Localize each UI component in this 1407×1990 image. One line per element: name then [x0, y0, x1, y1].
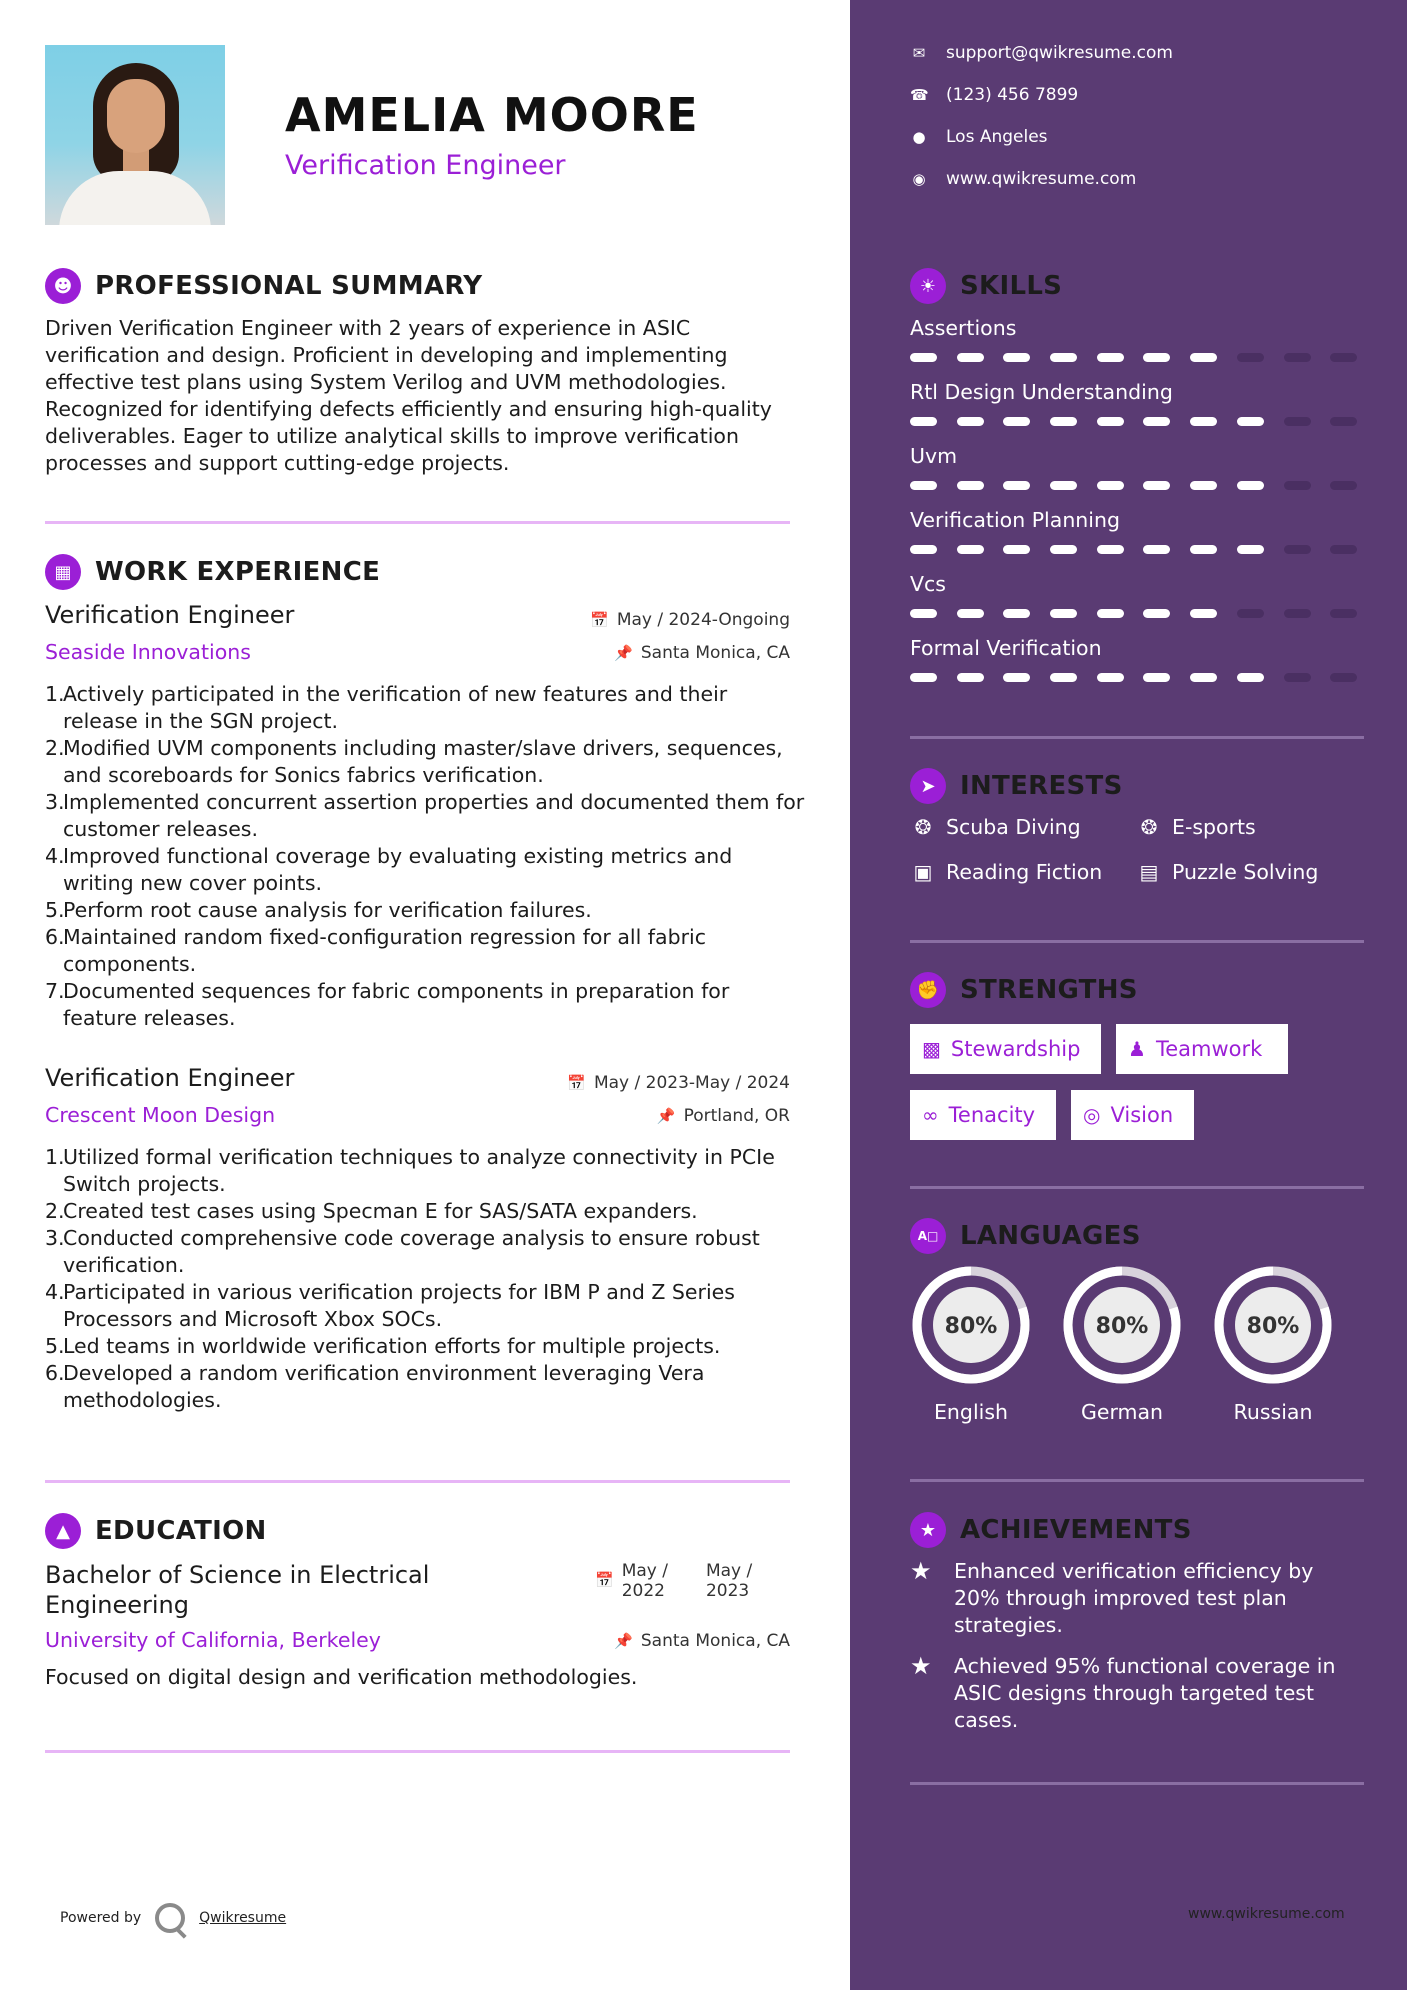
envelope-icon: ✉	[912, 44, 926, 62]
job-location: 📌 Portland, OR	[656, 1106, 790, 1126]
job-title: Verification Engineer	[45, 601, 295, 629]
interest-item: ▣ Reading Fiction	[910, 860, 1102, 884]
skill-level-dash	[957, 545, 984, 554]
skill-level-dash	[1284, 609, 1311, 618]
skill-level-dash	[910, 545, 937, 554]
qwikresume-logo-icon	[155, 1903, 185, 1933]
footer-brand-link[interactable]: Qwikresume	[199, 1910, 287, 1926]
summary-heading: ☻ PROFESSIONAL SUMMARY	[45, 268, 482, 304]
job-company: Crescent Moon Design	[45, 1103, 276, 1127]
skill-level-dash	[1284, 481, 1311, 490]
work-heading: ▦ WORK EXPERIENCE	[45, 554, 380, 590]
lightbulb-icon: ☀	[910, 268, 946, 304]
book-icon: ▤	[1139, 860, 1159, 884]
list-item: 1. Utilized formal verification techniques to analyze connectivity in PCIe Switch projects.	[45, 1145, 775, 1196]
skill-level-bar	[910, 545, 1357, 554]
skill-level-dash	[1097, 417, 1124, 426]
language-percent: 80%	[1246, 1314, 1300, 1339]
job-date: 📅 May / 2024-Ongoing	[590, 610, 790, 630]
job-title: Verification Engineer	[45, 1064, 295, 1092]
skill-level-dash	[1284, 417, 1311, 426]
skill-level-dash	[1097, 673, 1124, 682]
education-heading: ▲ EDUCATION	[45, 1513, 267, 1549]
strength-chip: ♟ Teamwork	[1116, 1024, 1288, 1074]
list-item: 3. Implemented concurrent assertion properties and documented them for customer releases.	[45, 790, 805, 841]
skill-level-dash	[1143, 353, 1170, 362]
skill-level-bar	[910, 353, 1357, 362]
skill-level-dash	[1143, 545, 1170, 554]
divider	[45, 1480, 790, 1483]
skill-name: Assertions	[910, 316, 1017, 340]
divider	[910, 1186, 1364, 1189]
list-item: 2. Modified UVM components including master/slave drivers, sequences, and scoreboards for Sonics fabrics verification.	[45, 736, 783, 787]
skill-name: Rtl Design Understanding	[910, 380, 1173, 404]
language-name: German	[1080, 1400, 1164, 1424]
achievement-item: ★ Enhanced verification efficiency by 20% through improved test plan strategies.	[910, 1557, 1314, 1637]
skill-level-dash	[1237, 417, 1264, 426]
skill-level-dash	[1003, 417, 1030, 426]
map-marker-icon: ●	[912, 128, 926, 146]
list-item: 7. Documented sequences for fabric components in preparation for feature releases.	[45, 979, 730, 1030]
job-date: 📅 May / 2023-May / 2024	[567, 1073, 790, 1093]
star-icon: ★	[910, 1557, 932, 1585]
skill-level-bar	[910, 417, 1357, 426]
language-ring	[1061, 1264, 1183, 1386]
interest-item: ❂ E-sports	[1136, 815, 1256, 839]
list-item: 2. Created test cases using Specman E for SAS/SATA expanders.	[45, 1199, 698, 1223]
strength-chip: ∞ Tenacity	[910, 1090, 1056, 1140]
language-name: Russian	[1233, 1400, 1313, 1424]
interest-item: ▤ Puzzle Solving	[1136, 860, 1318, 884]
language-ring	[910, 1264, 1032, 1386]
life-ring-icon: ❂	[1140, 815, 1158, 839]
language-ring	[1212, 1264, 1334, 1386]
skill-level-dash	[1330, 353, 1357, 362]
contact-website[interactable]: ◉ www.qwikresume.com	[910, 169, 1136, 189]
list-item: 4. Participated in various verification projects for IBM P and Z Series Processors and Microsoft Xbox SOCs.	[45, 1280, 735, 1331]
skill-level-dash	[1190, 545, 1217, 554]
skill-name: Uvm	[910, 444, 958, 468]
skill-level-dash	[1330, 609, 1357, 618]
skill-level-dash	[910, 353, 937, 362]
list-item: 6. Maintained random fixed-configuration regression for all fabric components.	[45, 925, 706, 976]
skill-level-dash	[1237, 545, 1264, 554]
skill-level-bar	[910, 673, 1357, 682]
skill-level-dash	[1330, 545, 1357, 554]
skill-level-dash	[1050, 545, 1077, 554]
list-item: 1. Actively participated in the verification of new features and their release in the SGN project.	[45, 682, 728, 733]
skill-level-dash	[1003, 609, 1030, 618]
skill-level-dash	[1190, 481, 1217, 490]
profile-photo	[45, 45, 225, 225]
strengths-heading: ✊ STRENGTHS	[910, 972, 1138, 1008]
skill-level-dash	[957, 609, 984, 618]
skill-level-dash	[1003, 545, 1030, 554]
job-location: 📌 Santa Monica, CA	[614, 643, 790, 663]
divider	[910, 736, 1364, 739]
skill-level-bar	[910, 481, 1357, 490]
footer-powered-by: Powered by Qwikresume	[60, 1903, 286, 1933]
skill-name: Formal Verification	[910, 636, 1102, 660]
languages-heading: A□ LANGUAGES	[910, 1218, 1141, 1254]
candidate-name: AMELIA MOORE	[285, 88, 699, 142]
fist-icon: ✊	[910, 972, 946, 1008]
skill-level-dash	[1003, 673, 1030, 682]
link-icon: ∞	[922, 1103, 939, 1127]
skill-level-dash	[1003, 481, 1030, 490]
skill-level-dash	[1237, 481, 1264, 490]
skill-level-dash	[1050, 673, 1077, 682]
footer-website[interactable]: www.qwikresume.com	[1188, 1906, 1345, 1922]
pin-icon: 📌	[614, 1632, 633, 1650]
contact-location: ● Los Angeles	[910, 127, 1048, 147]
skill-level-bar	[910, 609, 1357, 618]
skill-name: Vcs	[910, 572, 946, 596]
contact-phone[interactable]: ☎ (123) 456 7899	[910, 85, 1079, 105]
job-bullets	[45, 1144, 805, 1414]
strength-chip: ▩ Stewardship	[910, 1024, 1101, 1074]
skill-level-dash	[957, 673, 984, 682]
skill-level-dash	[1143, 609, 1170, 618]
translate-icon: A□	[910, 1218, 946, 1254]
education-location: 📌 Santa Monica, CA	[614, 1631, 790, 1651]
skill-level-dash	[1050, 481, 1077, 490]
education-description: Focused on digital design and verification methodologies.	[45, 1665, 638, 1689]
pin-icon: 📌	[656, 1107, 676, 1125]
graduation-cap-icon: ▲	[45, 1513, 81, 1549]
skill-level-dash	[1190, 353, 1217, 362]
binoculars-icon: ◎	[1083, 1103, 1101, 1127]
language-percent: 80%	[944, 1314, 998, 1339]
skill-level-dash	[957, 481, 984, 490]
list-item: 5. Led teams in worldwide verification efforts for multiple projects.	[45, 1334, 721, 1358]
phone-icon: ☎	[910, 86, 929, 104]
paper-plane-icon: ➤	[910, 768, 946, 804]
skill-level-dash	[1330, 481, 1357, 490]
skill-level-dash	[1237, 673, 1264, 682]
skill-level-dash	[1190, 609, 1217, 618]
skill-level-dash	[1097, 609, 1124, 618]
skill-level-dash	[1190, 417, 1217, 426]
skill-level-dash	[1050, 353, 1077, 362]
skill-level-dash	[1284, 353, 1311, 362]
skill-level-dash	[1097, 545, 1124, 554]
skill-level-dash	[1143, 481, 1170, 490]
list-item: 6. Developed a random verification environment leveraging Vera methodologies.	[45, 1361, 705, 1412]
skill-level-dash	[957, 417, 984, 426]
skill-level-dash	[1237, 353, 1264, 362]
divider	[45, 1750, 790, 1753]
star-badge-icon: ★	[910, 1512, 946, 1548]
skill-level-dash	[910, 673, 937, 682]
life-ring-icon: ❂	[914, 815, 932, 839]
interests-heading: ➤ INTERESTS	[910, 768, 1123, 804]
skill-level-dash	[1003, 353, 1030, 362]
skill-level-dash	[1143, 673, 1170, 682]
globe-icon: ◉	[912, 170, 926, 188]
calendar-icon: 📅	[590, 611, 609, 629]
chair-icon: ▦	[45, 554, 81, 590]
skill-level-dash	[1284, 545, 1311, 554]
divider	[910, 940, 1364, 943]
language-name: English	[933, 1400, 1009, 1424]
skill-level-dash	[1143, 417, 1170, 426]
skill-name: Verification Planning	[910, 508, 1121, 532]
divider	[45, 521, 790, 524]
interest-item: ❂ Scuba Diving	[910, 815, 1081, 839]
calendar-icon: 📅	[567, 1074, 586, 1092]
skill-level-dash	[1097, 353, 1124, 362]
skill-level-dash	[957, 353, 984, 362]
calendar-icon: 📅	[595, 1571, 614, 1589]
skill-level-dash	[1330, 673, 1357, 682]
skill-level-dash	[1330, 417, 1357, 426]
skill-level-dash	[1190, 673, 1217, 682]
star-icon: ★	[910, 1652, 932, 1680]
strength-chip: ◎ Vision	[1071, 1090, 1194, 1140]
skill-level-dash	[1097, 481, 1124, 490]
list-item: 4. Improved functional coverage by evaluating existing metrics and writing new cover points.	[45, 844, 733, 895]
skill-level-dash	[1237, 609, 1264, 618]
achievement-item: ★ Achieved 95% functional coverage in ASIC designs through targeted test cases.	[910, 1652, 1336, 1732]
skill-level-dash	[910, 609, 937, 618]
briefcase-icon: ▩	[922, 1037, 941, 1061]
job-bullets	[45, 681, 805, 1032]
skills-heading: ☀ SKILLS	[910, 268, 1062, 304]
education-date: 📅 May / 2022 May / 2023	[595, 1561, 753, 1601]
job-company: Seaside Innovations	[45, 640, 251, 664]
divider	[910, 1479, 1364, 1482]
degree: Bachelor of Science in Electrical Engineering	[45, 1561, 430, 1619]
pin-icon: 📌	[614, 644, 633, 662]
divider	[910, 1782, 1364, 1785]
contact-email[interactable]: ✉ support@qwikresume.com	[910, 43, 1173, 63]
achievements-heading: ★ ACHIEVEMENTS	[910, 1512, 1192, 1548]
users-icon: ♟	[1128, 1037, 1146, 1061]
list-item: 3. Conducted comprehensive code coverage analysis to ensure robust verification.	[45, 1226, 760, 1277]
summary-text: Driven Verification Engineer with 2 years of experience in ASIC verification and design. Proficient in developing and implementing effective test plans using System Verilog and UVM methodologies. Recognized for identifying defects efficiently and ensuring high-quality deliverables. Eager to utilize analytical skills to improve verification processes and support cutting-edge projects.	[45, 316, 772, 475]
skill-level-dash	[1284, 673, 1311, 682]
skill-level-dash	[910, 417, 937, 426]
user-icon: ☻	[45, 268, 81, 304]
candidate-title: Verification Engineer	[285, 150, 566, 181]
skill-level-dash	[1050, 417, 1077, 426]
skill-level-dash	[910, 481, 937, 490]
list-item: 5. Perform root cause analysis for verification failures.	[45, 898, 592, 922]
school: University of California, Berkeley	[45, 1628, 381, 1652]
gamepad-icon: ▣	[913, 860, 933, 884]
skill-level-dash	[1050, 609, 1077, 618]
language-percent: 80%	[1095, 1314, 1149, 1339]
